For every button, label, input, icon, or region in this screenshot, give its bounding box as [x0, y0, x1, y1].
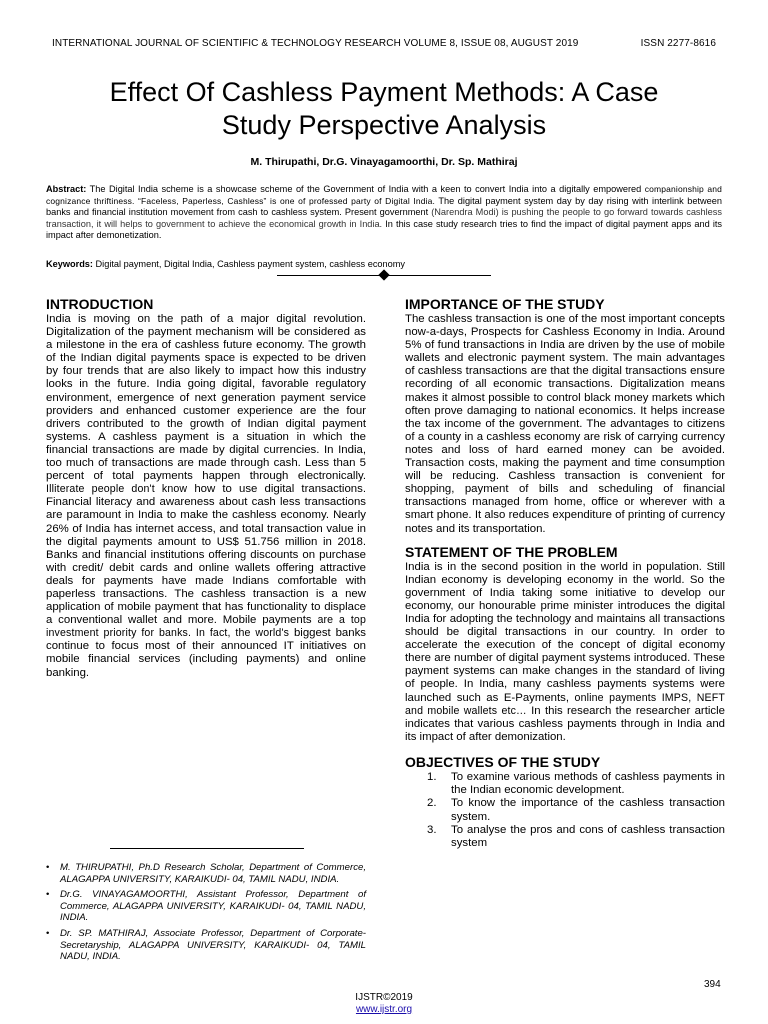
introduction-text: [46, 313, 366, 680]
left-column: [46, 296, 366, 680]
footnote-separator: [110, 848, 304, 849]
list-item: [427, 824, 725, 850]
divider-diamond-icon: [378, 269, 389, 280]
keywords-text: Digital payment, Digital India, Cashless payment system, cashless economy: [92, 259, 405, 269]
page-number: 394: [704, 979, 721, 990]
bullet-icon: •: [46, 862, 50, 873]
keywords: [46, 259, 722, 269]
title-line-1: Effect Of Cashless Payment Methods: A Case: [109, 77, 659, 107]
list-item-number: 1.: [427, 770, 437, 783]
abstract-part-5: In this case study research tries to find the impact of digital payment apps and its impact after demonetization.: [46, 218, 723, 240]
abstract-part-1: The Digital India scheme is a showcase scheme of the Government of India with a keen to convert India into a digitally empowered: [86, 184, 645, 194]
author-footnotes: [46, 862, 366, 967]
objectives-list: [405, 771, 725, 850]
abstract-part-2: companionship and cognizance thriftiness. “Faceless, Paperless, Cashless” is one of professed party of Digital India.: [46, 184, 722, 206]
footnote-text: M. THIRUPATHI, Ph.D Research Scholar, Department of Commerce, ALAGAPPA UNIVERSITY, KARAIKUDI- 04, TAMIL NADU, INDIA.: [60, 862, 366, 885]
abstract-label: Abstract:: [46, 184, 87, 194]
introduction-part-3: how to use digital transactions. Financial literacy and awareness about cash less transactions are paramount in India to make the cashless economy. Nearly 26% of India has internet access, and total transaction value in the digital payments amount to US$ 51.756 million in 2018. Banks and financial institutions offering discounts on purchase with credit/ debit cards and online wallets offering attractive deals for payments have made Indians comfortable with paperless transactions. The cashless transaction is a new application of mobile payment that has functionality to displace a conventional wallet and more. Mobile payments: [46, 483, 366, 627]
issn: ISSN 2277-8616: [640, 38, 716, 49]
bullet-icon: •: [46, 889, 50, 901]
list-item-text: To know the importance of the cashless transaction system.: [451, 797, 725, 823]
introduction-part-2: Illiterate people don't know: [46, 483, 188, 496]
list-item: [427, 771, 725, 797]
abstract-part-3: The digital payment system day by day rising with interlink between banks and financial institution movement from cash to cashless system. Present government: [46, 195, 722, 217]
list-item-number: 2.: [427, 797, 437, 810]
running-header: [52, 38, 716, 49]
footnote-item: [46, 862, 366, 885]
footnote-text: Dr.G. VINAYAGAMOORTHI, Assistant Professor, Department of Commerce, ALAGAPPA UNIVERSITY, KARAIKUDI- 04, TAMIL NADU, INDIA.: [60, 889, 366, 924]
statement-part-2: online payments IMPS, NEFT and mobile wallets etc…: [405, 691, 725, 717]
statement-text: [405, 561, 725, 744]
statement-part-1: India is in the second position in the world in population. Still Indian economy is developing economy in the world. So the government of India taking some initiative to develop our economy, our honourable prime minister introduces the digital India for adopting the technology and maintains all transactions should be digital transactions in our country. In order to accelerate the execution of the concept of digital economy there are number of digital payment systems introduced. These payment systems can make changes in the standard of living of people. In India, many cashless payments systems were launched such as E-Payments,: [405, 560, 725, 704]
keywords-label: Keywords:: [46, 259, 93, 269]
introduction-part-5: biggest banks continue to focus most of their announced IT initiatives on mobile financial services (including payments) and online banking.: [46, 627, 366, 679]
introduction-part-1: India is moving on the path of a major digital revolution. Digitalization of the payment mechanism will be considered as a milestone in the era of cashless future economy. The growth of the Indian digital payments space is expected to be driven by four trends that are also likely to impact how this industry looks in the future. India going digital, favorable regulatory environment, emergence of next generation payment service providers and enhanced customer experience are the four drivers contributed to the growth of Indian digital payment systems. A cashless payment is a situation in which the financial transactions are made by digital currencies. In India, too much of transactions are made through cash. Less than 5 percent of total payments happen through electronically.: [46, 313, 366, 483]
importance-heading: IMPORTANCE OF THE STUDY: [405, 296, 605, 312]
importance-text: The cashless transaction is one of the most important concepts now-a-days, Prospects for Cashless Economy in India. Around 5% of fund transactions in India are driven by the use of mobile wallets and electronic payment system. The main advantages of cashless transactions are that the digital transactions ensure recording of all economic transactions. Digitalization means makes it almost possible to control black money markets which often prove damaging to national economics. It helps increase the tax income of the government. The advantages to citizens of a county in a cashless economy are risk of carrying currency notes and loss of hard earned money can be avoided. Transaction costs, making the payment and time consumption will be reducing. Cashless transaction is convenient for shopping, payment of bills and scheduling of financial transactions managed from home, office or wherever with a smart phone. It also reduces expenditure of printing of currency notes and its transportation.: [405, 313, 725, 535]
right-column: [405, 296, 725, 850]
abstract-part-4: (Narendra Modi) is pushing the people to go forward towards cashless transaction, it will helps to government to achieve the economical growth in India.: [46, 207, 722, 229]
footnote-item: [46, 889, 366, 924]
bullet-icon: •: [46, 927, 50, 939]
statement-section: [405, 544, 725, 744]
footnote-text: Dr. SP. MATHIRAJ, Associate Professor, Department of Corporate-Secretaryship, ALAGAPPA UNIVERSITY, KARAIKUDI- 04, TAMIL NADU, INDIA.: [60, 927, 366, 963]
journal-url-link[interactable]: www.ijstr.org: [355, 1004, 413, 1015]
list-item-number: 3.: [427, 823, 437, 836]
journal-name: INTERNATIONAL JOURNAL OF SCIENTIFIC & TECHNOLOGY RESEARCH VOLUME 8, ISSUE 08, AUGUST 2019: [52, 38, 579, 49]
abstract: [46, 184, 722, 242]
statement-heading: STATEMENT OF THE PROBLEM: [405, 543, 618, 560]
statement-part-3: In this research the researcher article indicates that various cashless payments through in India and its impact of after demonization.: [405, 704, 725, 743]
list-item-text: To examine various methods of cashless payments in the Indian economic development.: [451, 770, 725, 797]
page-footer: [0, 992, 768, 1016]
list-item: [427, 797, 725, 823]
objectives-section: [405, 754, 725, 850]
copyright: IJSTR©2019: [355, 992, 413, 1003]
introduction-part-4: are a top investment priority for banks. In fact, the world's: [46, 614, 366, 640]
paper-title: [40, 76, 728, 142]
title-line-2: Study Perspective Analysis: [221, 110, 547, 140]
authors: M. Thirupathi, Dr.G. Vinayagamoorthi, Dr. Sp. Mathiraj: [250, 156, 518, 168]
footnote-item: [46, 928, 366, 963]
list-item-text: To analyse the pros and cons of cashless transaction system: [451, 823, 725, 849]
objectives-heading: OBJECTIVES OF THE STUDY: [405, 753, 601, 770]
introduction-heading: INTRODUCTION: [46, 296, 154, 312]
